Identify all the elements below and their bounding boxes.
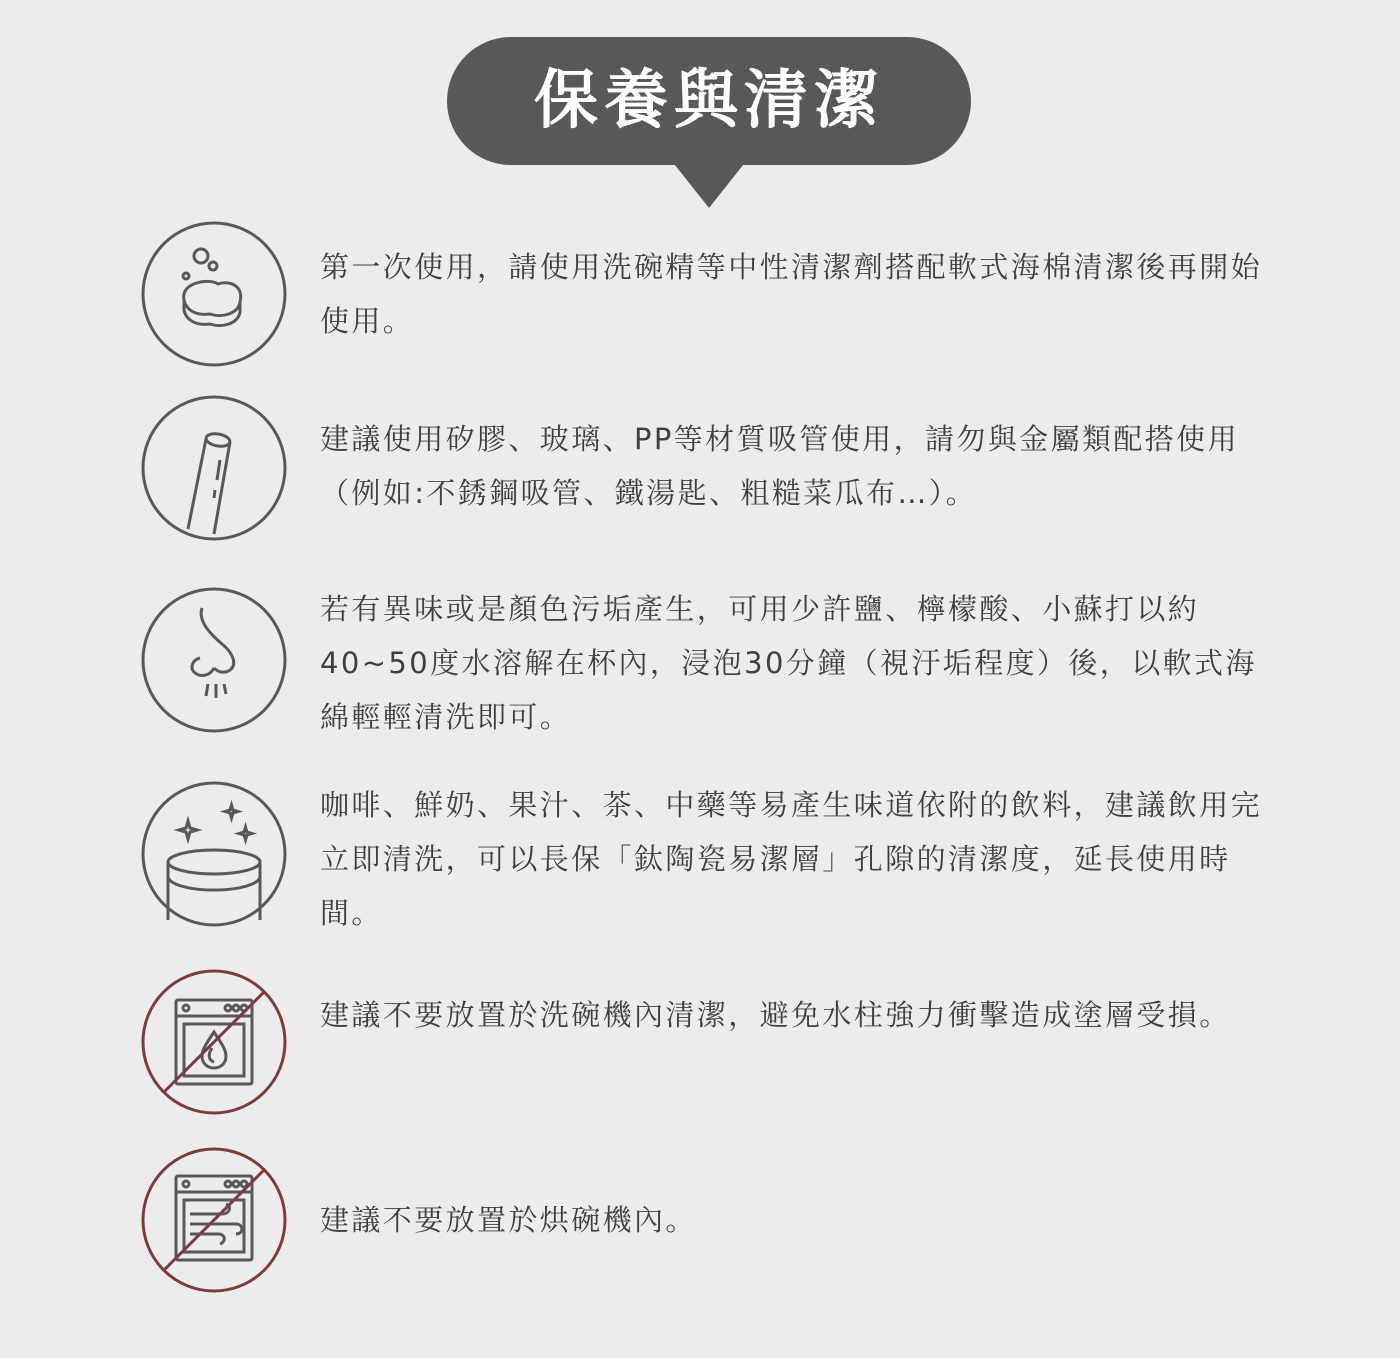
- care-item-text: 建議不要放置於烘碗機內。: [320, 1203, 697, 1237]
- clean-cup-sparkle-icon: [140, 780, 288, 928]
- title-bubble-tail: [671, 160, 747, 208]
- straw-icon: [140, 394, 288, 542]
- care-item-text: 若有異味或是顏色污垢產生，可用少許鹽、檸檬酸、小蘇打以約40~50度水溶解在杯內，浸泡30分鐘（視汙垢程度）後，以軟式海綿輕輕清洗即可。: [320, 592, 1257, 734]
- no-dishwasher-icon: [140, 968, 288, 1116]
- care-item-text: 第一次使用，請使用洗碗精等中性清潔劑搭配軟式海棉清潔後再開始使用。: [320, 250, 1263, 338]
- sponge-bubbles-icon: [140, 220, 288, 368]
- page-title: 保養與清潔: [534, 64, 884, 138]
- care-item-text: 建議使用矽膠、玻璃、PP等材質吸管使用，請勿與金屬類配搭使用（例如:不銹鋼吸管、鐵湯匙、粗糙菜瓜布…）。: [320, 422, 1239, 510]
- title-bubble: [447, 37, 971, 165]
- care-item-text: 建議不要放置於洗碗機內清潔，避免水柱強力衝擊造成塗層受損。: [320, 998, 1231, 1032]
- care-item-text: 咖啡、鮮奶、果汁、茶、中藥等易產生味道依附的飲料，建議飲用完立即清洗，可以長保「鈦陶瓷易潔層」孔隙的清潔度，延長使用時間。: [320, 788, 1263, 930]
- no-dish-dryer-icon: [140, 1146, 288, 1294]
- nose-smell-icon: [140, 586, 288, 734]
